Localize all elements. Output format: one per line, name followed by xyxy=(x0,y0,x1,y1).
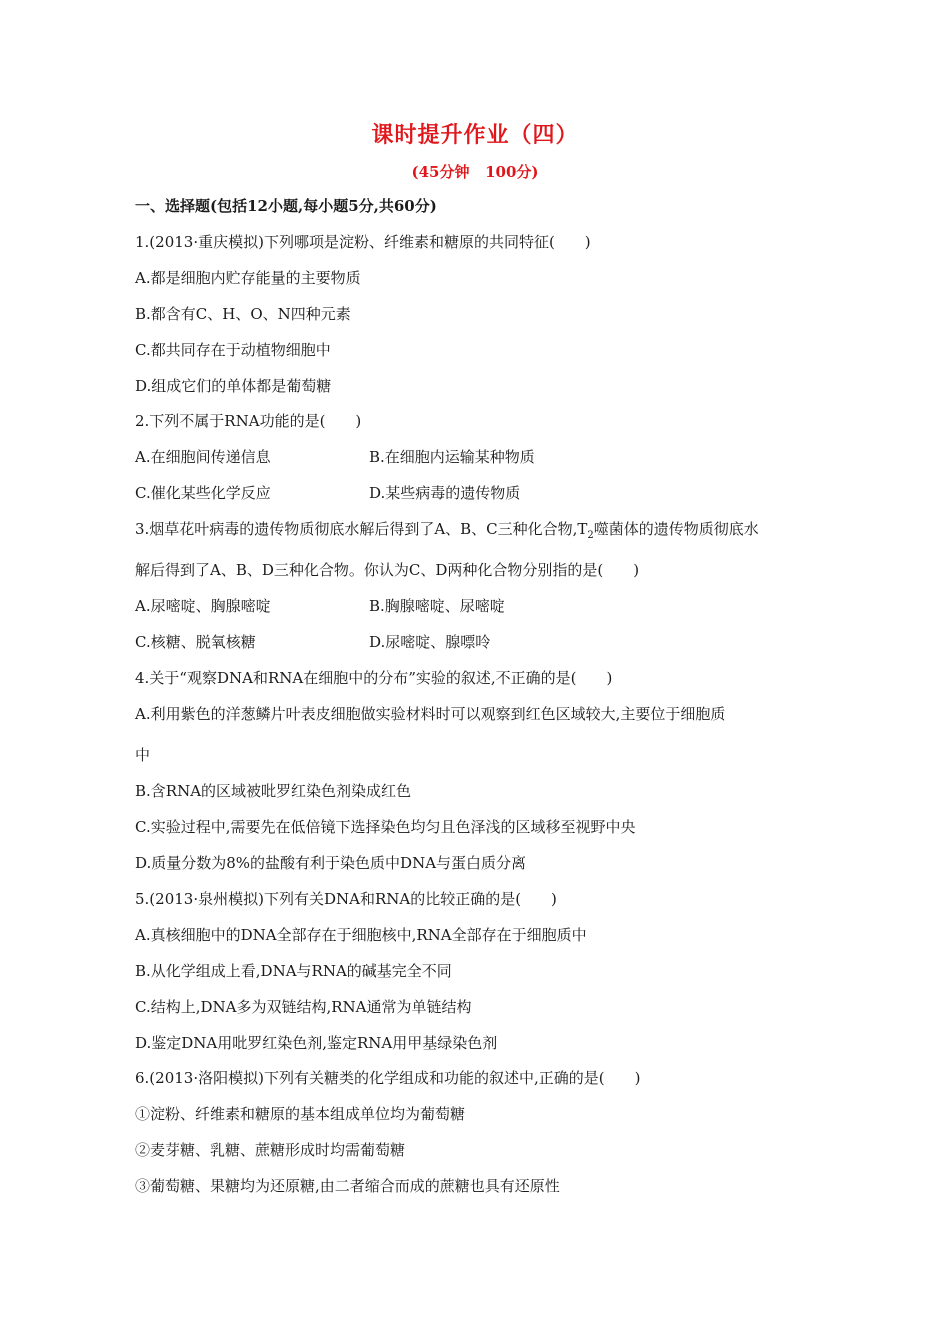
question-1-option-c: C.都共同存在于动植物细胞中 xyxy=(135,341,331,359)
question-6-statement-1: ①淀粉、纤维素和糖原的基本组成单位均为葡萄糖 xyxy=(135,1105,466,1123)
question-1-option-a: A.都是细胞内贮存能量的主要物质 xyxy=(135,269,361,287)
question-1-option-d: D.组成它们的单体都是葡萄糖 xyxy=(135,377,332,395)
question-3-stem-line2: 解后得到了A、B、D三种化合物。你认为C、D两种化合物分别指的是( ) xyxy=(135,561,640,579)
question-6-statement-2: ②麦芽糖、乳糖、蔗糖形成时均需葡萄糖 xyxy=(135,1141,406,1159)
question-3-subscript: 2 xyxy=(587,530,594,541)
question-2-option-d: D.某些病毒的遗传物质 xyxy=(369,484,521,502)
page-subtitle: (45分钟 100分) xyxy=(411,163,539,181)
question-6-stem: 6.(2013·洛阳模拟)下列有关糖类的化学组成和功能的叙述中,正确的是( ) xyxy=(135,1069,641,1087)
question-4-option-b: B.含RNA的区域被吡罗红染色剂染成红色 xyxy=(135,782,412,800)
question-2-option-c: C.催化某些化学反应 xyxy=(135,484,271,502)
page-title: 课时提升作业（四） xyxy=(371,122,579,148)
question-1-stem: 1.(2013·重庆模拟)下列哪项是淀粉、纤维素和糖原的共同特征( ) xyxy=(135,233,591,251)
question-3-option-b: B.胸腺嘧啶、尿嘧啶 xyxy=(369,597,505,615)
question-2-option-b: B.在细胞内运输某种物质 xyxy=(369,448,535,466)
question-4-option-d: D.质量分数为8%的盐酸有利于染色质中DNA与蛋白质分离 xyxy=(135,854,527,872)
question-3-stem xyxy=(135,519,759,546)
question-4-option-c: C.实验过程中,需要先在低倍镜下选择染色均匀且色泽浅的区域移至视野中央 xyxy=(135,818,636,836)
question-1-option-b: B.都含有C、H、O、N四种元素 xyxy=(135,305,351,323)
question-3-stem-part1: 3.烟草花叶病毒的遗传物质彻底水解后得到了A、B、C三种化合物,T xyxy=(135,520,588,538)
question-4-option-a-cont: 中 xyxy=(135,746,151,764)
question-4-option-a: A.利用紫色的洋葱鳞片叶表皮细胞做实验材料时可以观察到红色区域较大,主要位于细胞质 xyxy=(135,705,726,723)
section-heading: 一、选择题(包括12小题,每小题5分,共60分) xyxy=(135,197,437,215)
question-5-stem: 5.(2013·泉州模拟)下列有关DNA和RNA的比较正确的是( ) xyxy=(135,890,557,908)
question-2-option-a: A.在细胞间传递信息 xyxy=(135,448,271,466)
question-5-option-b: B.从化学组成上看,DNA与RNA的碱基完全不同 xyxy=(135,962,452,980)
question-5-option-c: C.结构上,DNA多为双链结构,RNA通常为单链结构 xyxy=(135,998,472,1016)
question-5-option-a: A.真核细胞中的DNA全部存在于细胞核中,RNA全部存在于细胞质中 xyxy=(135,926,587,944)
question-3-stem-part2: 噬菌体的遗传物质彻底水 xyxy=(593,520,759,538)
question-6-statement-3: ③葡萄糖、果糖均为还原糖,由二者缩合而成的蔗糖也具有还原性 xyxy=(135,1177,560,1195)
question-5-option-d: D.鉴定DNA用吡罗红染色剂,鉴定RNA用甲基绿染色剂 xyxy=(135,1034,498,1052)
question-2-stem: 2.下列不属于RNA功能的是( ) xyxy=(135,412,362,430)
question-3-option-d: D.尿嘧啶、腺嘌呤 xyxy=(369,633,491,651)
question-3-option-c: C.核糖、脱氧核糖 xyxy=(135,633,256,651)
question-3-option-a: A.尿嘧啶、胸腺嘧啶 xyxy=(135,597,271,615)
question-4-stem: 4.关于“观察DNA和RNA在细胞中的分布”实验的叙述,不正确的是( ) xyxy=(135,669,613,687)
